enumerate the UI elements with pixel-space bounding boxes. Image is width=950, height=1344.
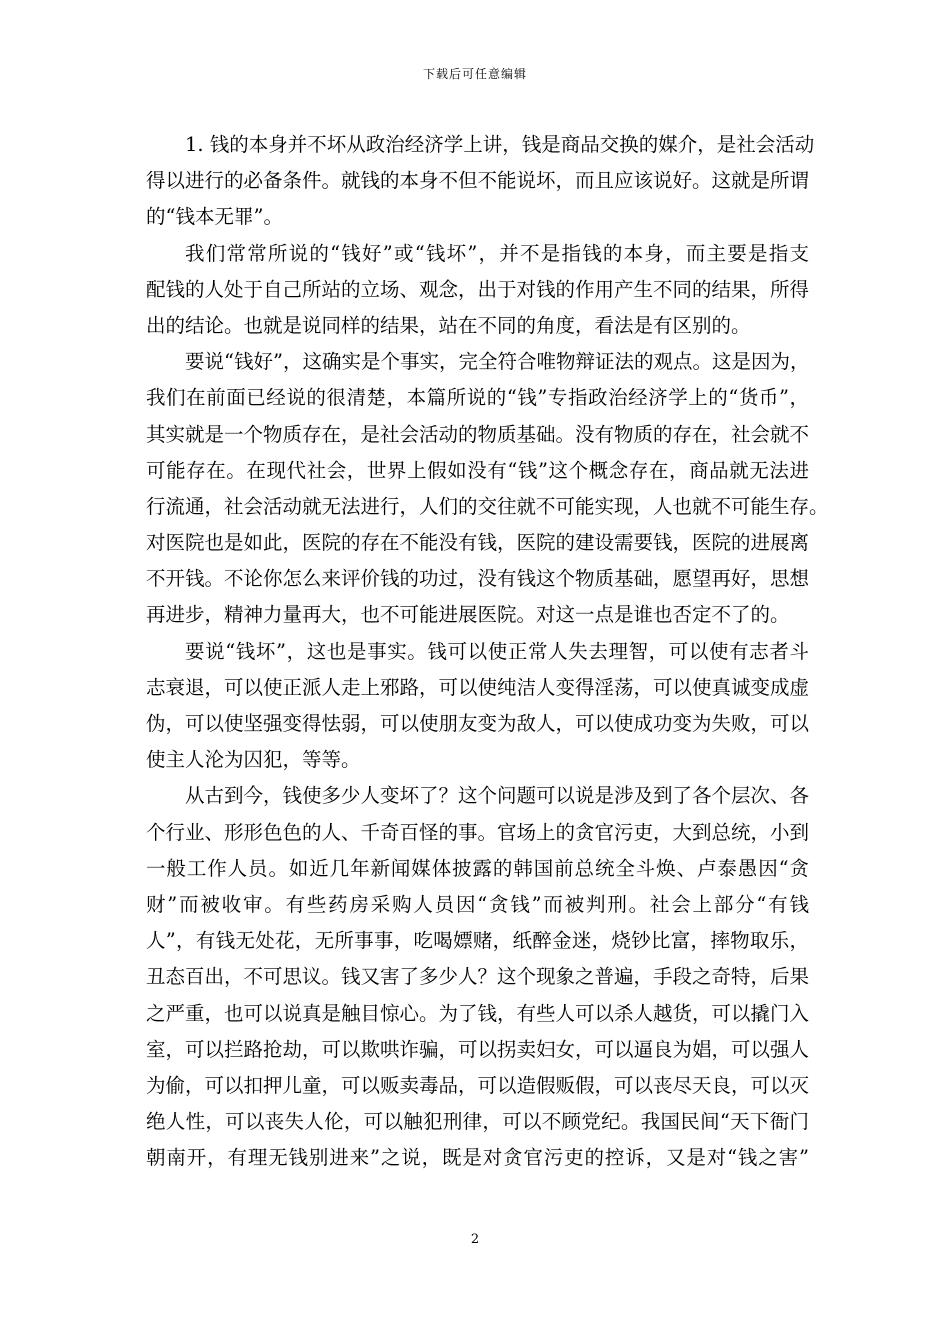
text-line: 1. 钱的本身并不坏从政治经济学上讲，钱是商品交换的媒介，是社会活动 bbox=[185, 133, 815, 156]
text-line: 之严重，也可以说真是触目惊心。为了钱，有些人可以杀人越货，可以撬门入 bbox=[146, 1001, 810, 1025]
text-line: 使主人沦为囚犯，等等。 bbox=[146, 748, 361, 772]
text-line: 朝南开，有理无钱别进来”之说，既是对贪官污吏的控诉，又是对“钱之害” bbox=[146, 1146, 809, 1170]
text-line: 不开钱。不论你怎么来评价钱的功过，没有钱这个物质基础，愿望再好，思想 bbox=[146, 567, 810, 591]
text-line: 可能存在。在现代社会，世界上假如没有“钱”这个概念存在，商品就无法进 bbox=[146, 458, 809, 482]
text-line: 出的结论。也就是说同样的结果，站在不同的角度，看法是有区别的。 bbox=[146, 313, 751, 337]
text-line: 要说“钱坏”，这也是事实。钱可以使正常人失去理智，可以使有志者斗 bbox=[185, 639, 809, 663]
text-line: 人”，有钱无处花，无所事事，吃喝嫖赌，纸醉金迷，烧钞比富，摔物取乐， bbox=[146, 929, 809, 953]
text-line: 丑态百出，不可思议。钱又害了多少人？这个现象之普遍，手段之奇特，后果 bbox=[146, 965, 810, 989]
text-line: 再进步，精神力量再大，也不可能进展医院。对这一点是谁也否定不了的。 bbox=[146, 603, 790, 627]
text-line: 一般工作人员。如近几年新闻媒体披露的韩国前总统全斗焕、卢泰愚因“贪 bbox=[146, 856, 809, 880]
text-line: 绝人性，可以丧失人伦，可以触犯刑律，可以不顾党纪。我国民间“天下衙门 bbox=[146, 1110, 809, 1134]
text-line: 得以进行的必备条件。就钱的本身不但不能说坏，而且应该说好。这就是所谓 bbox=[146, 169, 810, 193]
text-line: 对医院也是如此，医院的存在不能没有钱，医院的建设需要钱，医院的进展离 bbox=[146, 531, 810, 555]
text-line: 其实就是一个物质存在，是社会活动的物质基础。没有物质的存在，社会就不 bbox=[146, 422, 810, 446]
text-line: 为偷，可以扣押儿童，可以贩卖毒品，可以造假贩假，可以丧尽天良，可以灭 bbox=[146, 1073, 810, 1097]
text-line: 室，可以拦路抢劫，可以欺哄诈骗，可以拐卖妇女，可以逼良为娼，可以强人 bbox=[146, 1037, 810, 1061]
text-line: 配钱的人处于自己所站的立场、观念，出于对钱的作用产生不同的结果，所得 bbox=[146, 277, 810, 301]
text-line: 行流通，社会活动就无法进行，人们的交往就不可能实现，人也就不可能生存。 bbox=[146, 494, 829, 518]
text-line: 财”而被收审。有些药房采购人员因“贪钱”而被判刑。社会上部分“有钱 bbox=[146, 892, 809, 916]
text-line: 从古到今，钱使多少人变坏了？这个问题可以说是涉及到了各个层次、各 bbox=[185, 784, 810, 808]
text-line: 伪，可以使坚强变得怯弱，可以使朋友变为敌人，可以使成功变为失败，可以 bbox=[146, 712, 810, 735]
text-line: 我们常常所说的“钱好”或“钱坏”，并不是指钱的本身，而主要是指支 bbox=[185, 241, 809, 265]
page-number: 2 bbox=[470, 1232, 480, 1247]
text-line: 个行业、形形色色的人、千奇百怪的事。官场上的贪官污吏，大到总统，小到 bbox=[146, 820, 810, 844]
text-line: 志衰退，可以使正派人走上邪路，可以使纯洁人变得淫荡，可以使真诚变成虚 bbox=[146, 675, 810, 699]
text-line: 的“钱本无罪”。 bbox=[146, 205, 283, 229]
page-header: 下载后可任意编辑 bbox=[422, 67, 527, 81]
body-text bbox=[146, 127, 829, 1176]
text-line: 我们在前面已经说的很清楚，本篇所说的“钱”专指政治经济学上的“货币”， bbox=[146, 386, 809, 410]
text-line: 要说“钱好”，这确实是个事实，完全符合唯物辩证法的观点。这是因为， bbox=[185, 350, 810, 374]
